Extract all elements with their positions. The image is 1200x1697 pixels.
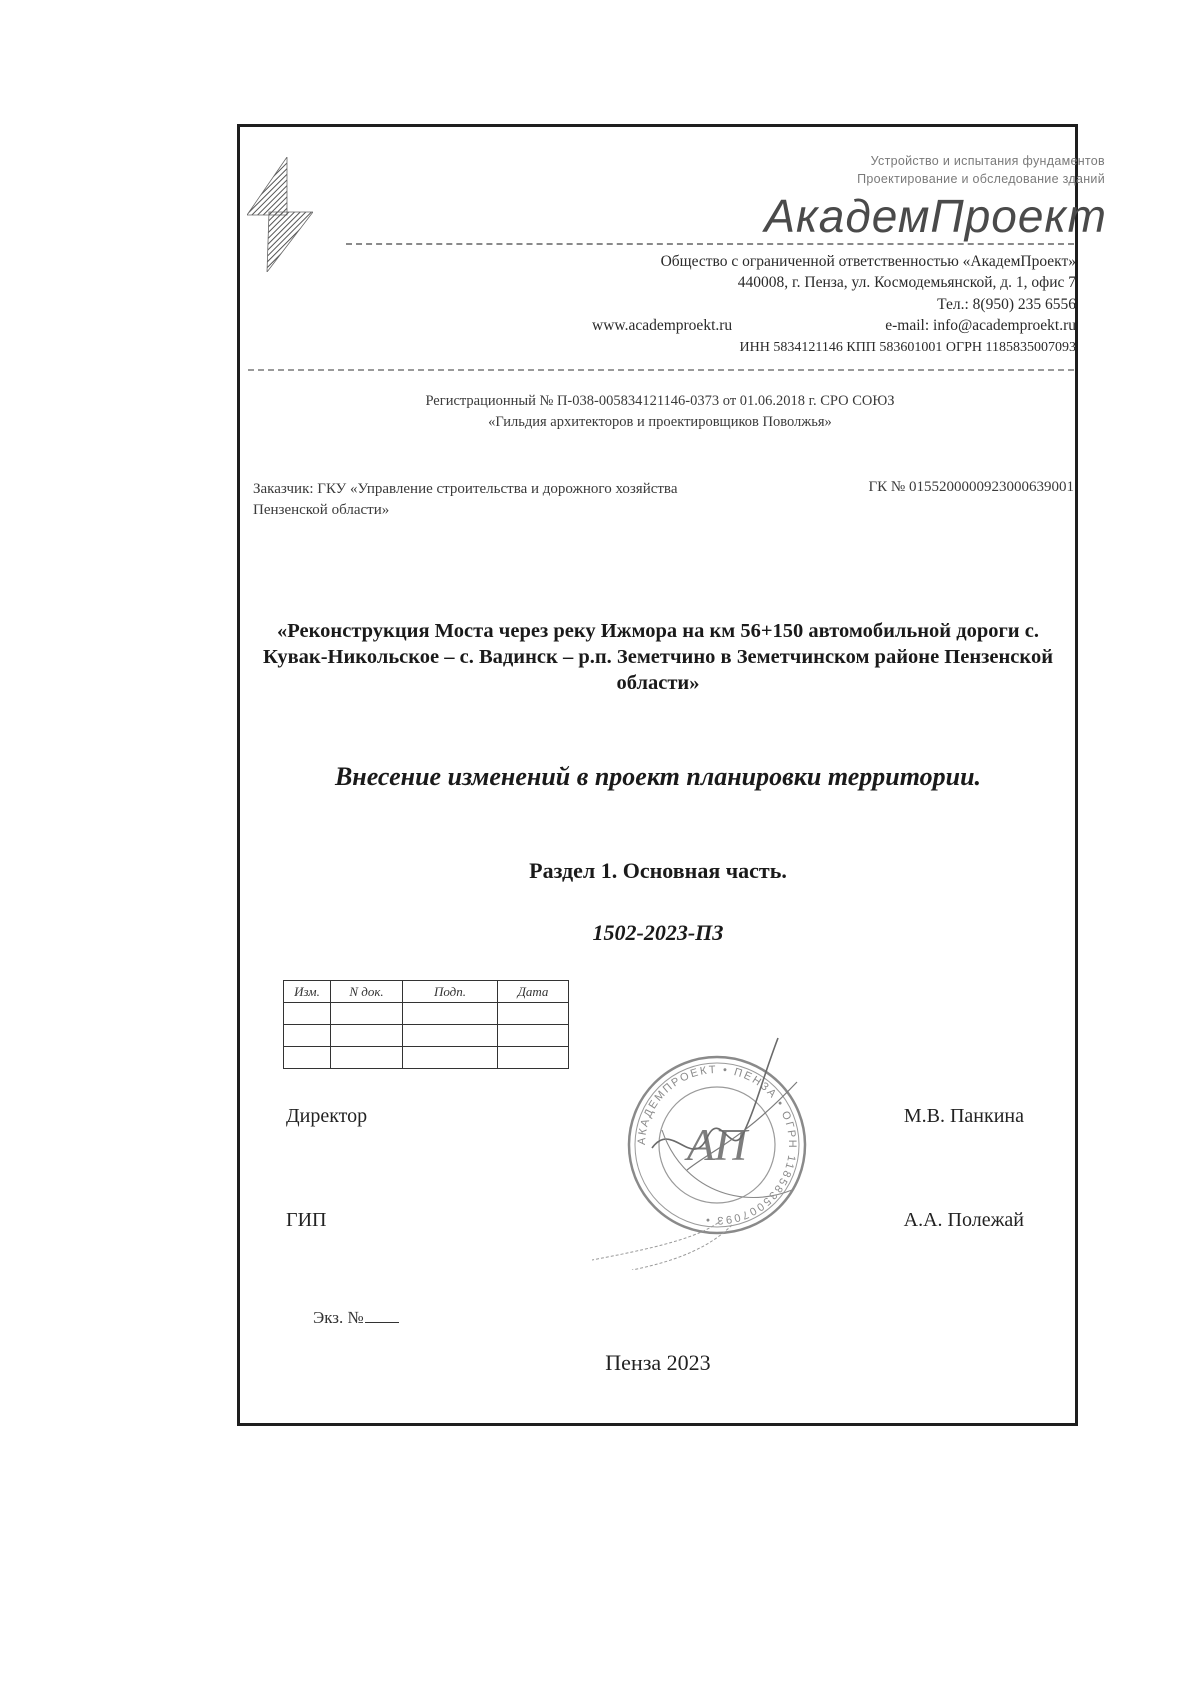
table-row <box>284 1025 569 1047</box>
table-cell <box>284 1003 331 1025</box>
org-website: www.academproekt.ru <box>592 317 733 334</box>
table-cell <box>284 1025 331 1047</box>
table-cell <box>498 1003 569 1025</box>
copy-number-blank <box>365 1308 399 1323</box>
changes-table <box>283 980 569 1069</box>
table-cell <box>403 1047 498 1069</box>
table-cell <box>331 1047 403 1069</box>
table-cell <box>403 1025 498 1047</box>
table-cell <box>403 1003 498 1025</box>
project-title: «Реконструкция Моста через реку Ижмора на км 56+150 автомобильной дороги с. Кувак-Никольское – с. Вадинск – р.п. Земетчино в Земетчинском районе Пензенской области» <box>262 620 1054 694</box>
table-header-cell: N док. <box>331 981 403 1003</box>
table-row <box>284 1047 569 1069</box>
director-name: М.В. Панкина <box>903 1105 1024 1127</box>
gip-name: А.А. Полежай <box>903 1209 1024 1231</box>
seal-center-text: АП <box>686 1119 748 1170</box>
registration-line-2: «Гильдия архитекторов и проектировщиков Поволжья» <box>488 414 832 430</box>
table-cell <box>331 1003 403 1025</box>
contract-number: ГК № 0155200000923000639001 <box>868 479 1074 495</box>
org-requisites: ИНН 5834121146 КПП 583601001 ОГРН 1185835007093 <box>739 340 1076 355</box>
table-cell <box>331 1025 403 1047</box>
customer-text: Заказчик: ГКУ «Управление строительства и дорожного хозяйства Пензенской области» <box>253 481 678 518</box>
org-name: Общество с ограниченной ответственностью «АкадемПроект» <box>660 253 1076 270</box>
document-code: 1502-2023-ПЗ <box>592 920 724 945</box>
city-year: Пенза 2023 <box>605 1350 711 1375</box>
org-phone: Тел.: 8(950) 235 6556 <box>937 296 1076 313</box>
brand-name: АкадемПроект <box>764 190 1107 242</box>
document-subtitle: Внесение изменений в проект планировки территории. <box>334 762 982 791</box>
table-header-cell: Подп. <box>403 981 498 1003</box>
section-title: Раздел 1. Основная часть. <box>529 858 787 883</box>
table-header-cell: Дата <box>498 981 569 1003</box>
org-address: 440008, г. Пенза, ул. Космодемьянской, д. 1, офис 7 <box>737 274 1076 291</box>
copy-number <box>313 1308 399 1328</box>
table-header-row <box>284 981 569 1003</box>
company-logo-icon <box>247 157 313 272</box>
copy-number-label: Экз. № <box>313 1308 364 1327</box>
seal-ring-text: АКАДЕМПРОЕКТ • ПЕНЗА • ОГРН 1185835007093 • <box>635 1063 799 1227</box>
tagline-foundations: Устройство и испытания фундаментов <box>870 154 1105 168</box>
table-cell <box>284 1047 331 1069</box>
org-email: e-mail: info@academproekt.ru <box>885 317 1076 334</box>
table-cell <box>498 1047 569 1069</box>
table-cell <box>498 1025 569 1047</box>
header-divider <box>248 369 1074 371</box>
director-role: Директор <box>286 1105 368 1127</box>
brand-divider <box>346 243 1074 245</box>
tagline-design: Проектирование и обследование зданий <box>857 172 1105 186</box>
company-seal-icon <box>592 1020 842 1270</box>
registration-line-1: Регистрационный № П-038-005834121146-0373 от 01.06.2018 г. СРО СОЮЗ <box>425 393 895 409</box>
gip-role: ГИП <box>286 1209 327 1231</box>
table-header-cell: Изм. <box>284 981 331 1003</box>
table-row <box>284 1003 569 1025</box>
